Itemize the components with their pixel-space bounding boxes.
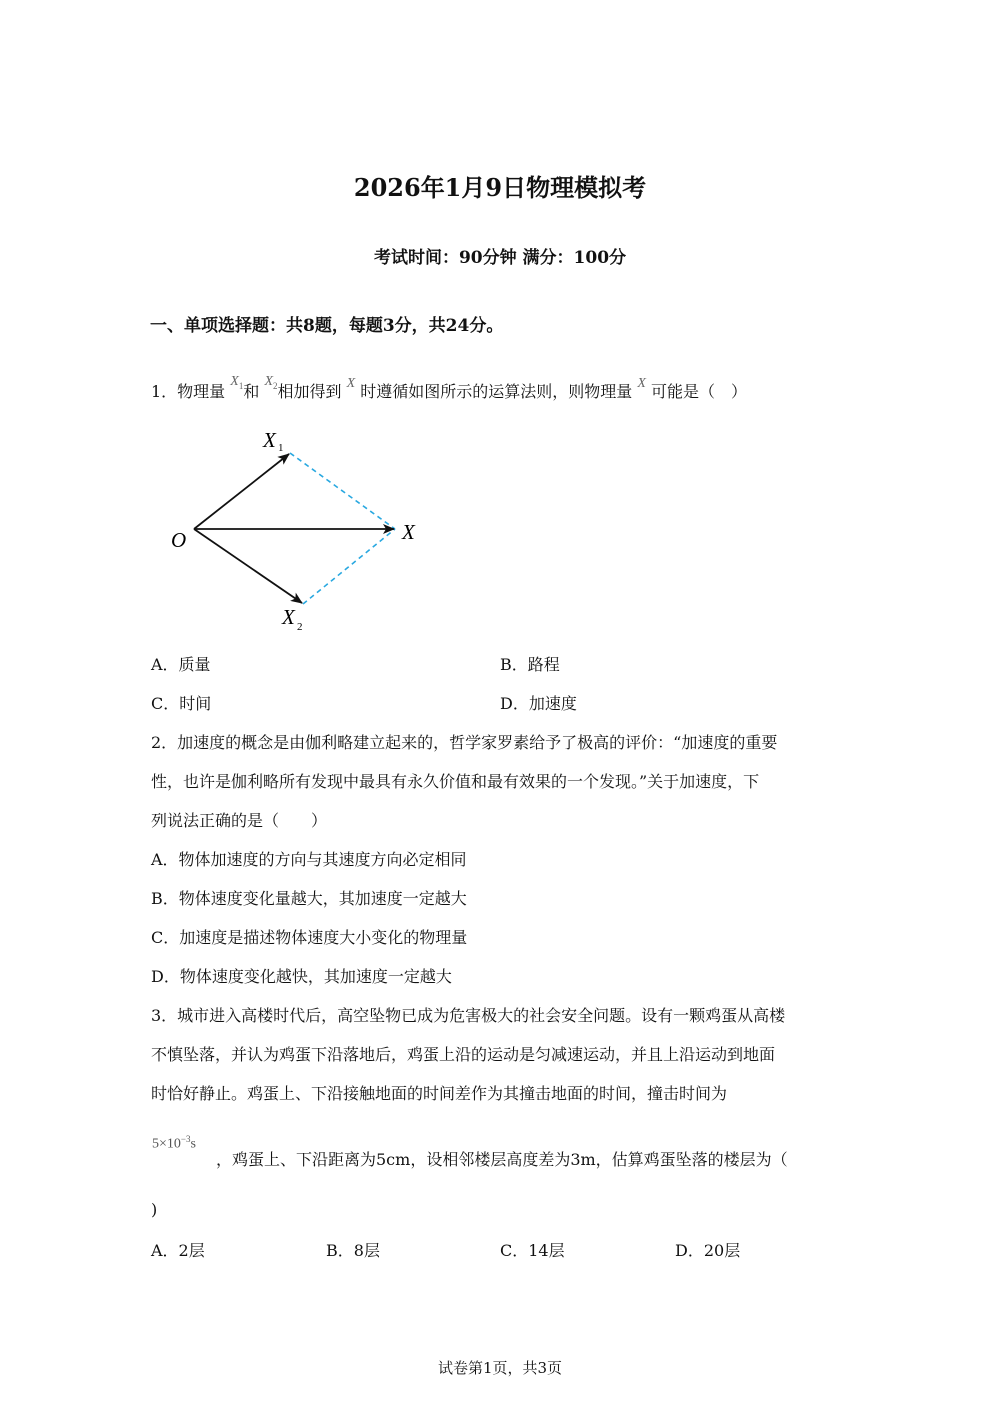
exam-info: 考试时间：90分钟 满分：100分	[373, 248, 627, 268]
q1-option-b[interactable]: B．路程	[500, 655, 560, 674]
label-x1-sub: 1	[278, 442, 284, 454]
q1-var-x2: $X_2$	[264, 374, 278, 391]
q2-stem-line: 列说法正确的是（ ）	[151, 811, 328, 830]
q2-option-b[interactable]: B．物体速度变化量越大，其加速度一定越大	[151, 889, 467, 908]
q2-stem-line: 2．加速度的概念是由伽利略建立起来的，哲学家罗素给予了极高的评价：“加速度的重要	[151, 733, 778, 752]
q3-formula: $5\times 10^{-3}s$	[152, 1134, 196, 1152]
q3-stem-line: ，鸡蛋上、下沿距离为5cm，设相邻楼层高度差为3m，估算鸡蛋坠落的楼层为（	[216, 1150, 788, 1169]
question-1-stem	[151, 374, 748, 403]
q3-stem-line: 3．城市进入高楼时代后，高空坠物已成为危害极大的社会安全问题。设有一颗鸡蛋从高楼	[151, 1006, 786, 1025]
q1-text: 和	[243, 382, 260, 401]
section-heading: 一、单项选择题：共8题，每题3分，共24分。	[150, 316, 504, 336]
q3-option-c[interactable]: C．14层	[500, 1241, 565, 1260]
label-o: O	[171, 528, 187, 552]
q1-option-c[interactable]: C．时间	[151, 694, 212, 713]
q1-text: 时遵循如图所示的运算法则，则物理量	[360, 382, 633, 401]
page-title: 2026年1月9日物理模拟考	[353, 173, 647, 202]
q3-stem-line: )	[151, 1200, 158, 1219]
label-x2-sub: 2	[297, 621, 303, 633]
label-x2: X	[282, 605, 295, 629]
vector-addition-diagram	[160, 420, 450, 640]
q3-option-b[interactable]: B．8层	[326, 1241, 380, 1260]
q1-option-a[interactable]: A．质量	[151, 655, 211, 674]
parallelogram-edge	[290, 453, 395, 529]
q1-text: 可能是（ ）	[651, 382, 748, 401]
q1-text: 1．物理量	[151, 382, 226, 401]
q3-stem-line: 不慎坠落，并认为鸡蛋下沿落地后，鸡蛋上沿的运动是匀减速运动，并且上沿运动到地面	[151, 1045, 776, 1064]
q3-option-a[interactable]: A．2层	[151, 1241, 205, 1260]
q2-stem-line: 性，也许是伽利略所有发现中最具有永久价值和最有效果的一个发现。”关于加速度，下	[151, 772, 760, 791]
q1-var-x: X	[637, 376, 646, 391]
q2-option-a[interactable]: A．物体加速度的方向与其速度方向必定相同	[151, 850, 467, 869]
q1-text: 相加得到	[277, 382, 342, 401]
q1-var-x: X	[346, 376, 356, 391]
q3-stem-line: 时恰好静止。鸡蛋上、下沿接触地面的时间差作为其撞击地面的时间，撞击时间为	[151, 1084, 728, 1103]
q1-var-x1: $X_1$	[230, 374, 244, 391]
vector-x2-arrow	[194, 529, 302, 603]
label-x: X	[402, 520, 415, 544]
parallelogram-edge	[303, 529, 395, 604]
q3-option-d[interactable]: D．20层	[675, 1241, 741, 1260]
label-x1: X	[263, 428, 276, 452]
vector-x1-arrow	[194, 454, 289, 529]
page-footer: 试卷第1页，共3页	[437, 1359, 563, 1377]
q2-option-d[interactable]: D．物体速度变化越快，其加速度一定越大	[151, 967, 452, 986]
q2-option-c[interactable]: C．加速度是描述物体速度大小变化的物理量	[151, 928, 468, 947]
q1-option-d[interactable]: D．加速度	[500, 694, 577, 713]
